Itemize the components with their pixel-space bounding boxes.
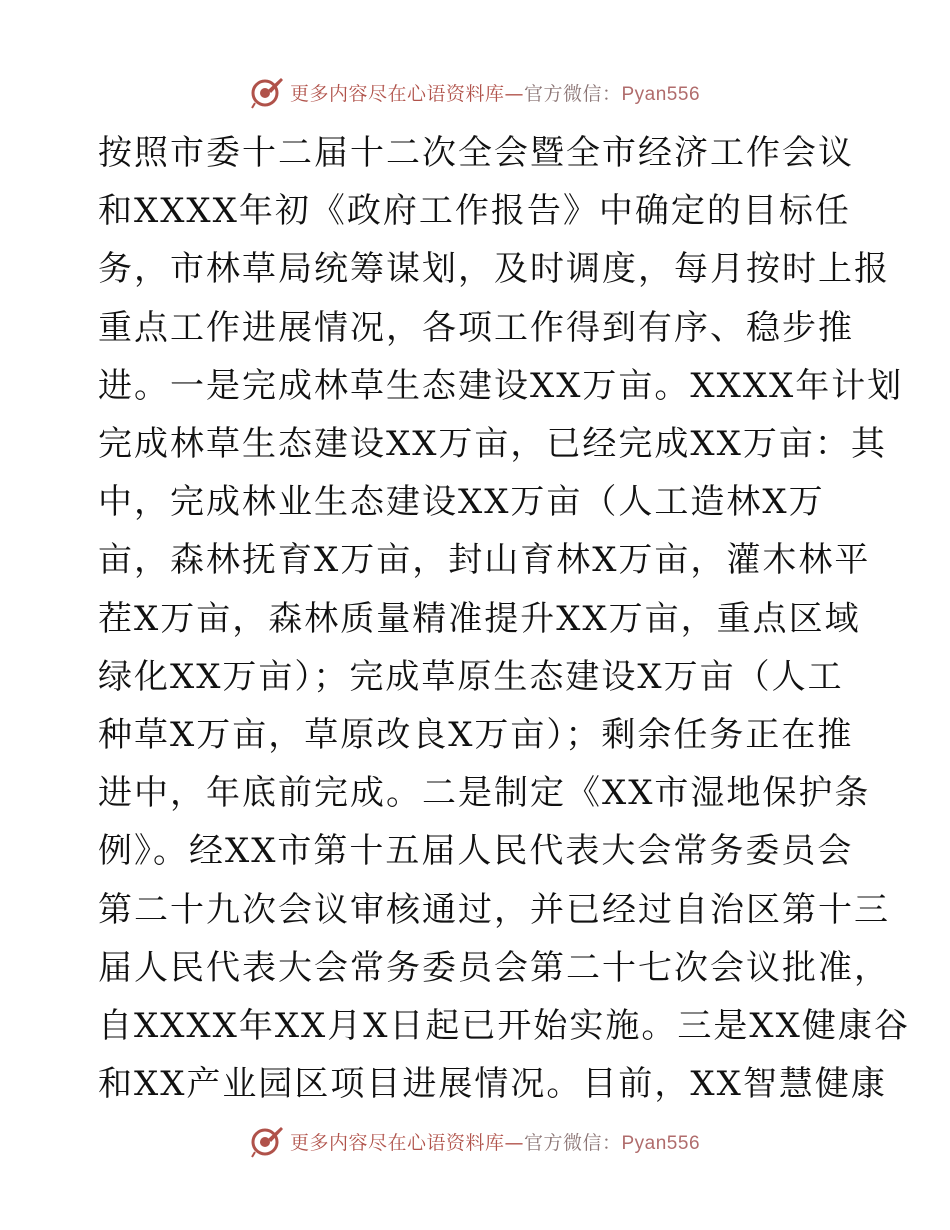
header-watermark (0, 72, 950, 112)
watermark-wechat-id: Pyan556 (621, 83, 701, 105)
paragraph-line: 务，市林草局统筹谋划，及时调度，每月按时上报 (98, 249, 890, 290)
paragraph-line: 种草X万亩，草原改良X万亩）；剩余任务正在推 (98, 715, 854, 756)
paragraph-line: 届人民代表大会常务委员会第二十七次会议批准， (98, 947, 890, 988)
paragraph-line: 茬X万亩，森林质量精准提升XX万亩，重点区域 (98, 598, 861, 639)
paragraph-line: 绿化XX万亩）；完成草原生态建设X万亩（人工 (98, 656, 844, 697)
watermark-text (290, 1128, 700, 1155)
paragraph-line: 进中，年底前完成。二是制定《XX市湿地保护条 (98, 773, 871, 814)
watermark-wechat-label: 官方微信： (523, 1131, 622, 1154)
watermark-separator: — (504, 1131, 524, 1154)
paragraph-line: 和XXXX年初《政府工作报告》中确定的目标任 (98, 191, 851, 232)
paragraph-line: 完成林草生态建设XX万亩，已经完成XX万亩：其 (98, 424, 887, 465)
paragraph-line: 自XXXX年XX月X日起已开始实施。三是XX健康谷 (98, 1006, 910, 1047)
watermark-brand: 更多内容尽在心语资料库 (289, 1131, 505, 1154)
footer-watermark (0, 1121, 950, 1161)
quill-seal-icon (250, 75, 284, 109)
watermark-group (250, 75, 700, 109)
paragraph-line: 第二十九次会议审核通过，并已经过自治区第十三 (98, 889, 890, 930)
paragraph-line: 进。一是完成林草生态建设XX万亩。XXXX年计划 (98, 365, 904, 406)
watermark-separator: — (504, 82, 524, 105)
document-paragraph (98, 124, 910, 1113)
quill-seal-icon (250, 1124, 284, 1158)
paragraph-line: 按照市委十二届十二次全会暨全市经济工作会议 (98, 133, 854, 173)
watermark-group (250, 1124, 700, 1158)
paragraph-line: 亩，森林抚育X万亩，封山育林X万亩，灌木林平 (98, 540, 871, 581)
watermark-brand: 更多内容尽在心语资料库 (289, 82, 505, 105)
watermark-wechat-id: Pyan556 (621, 1132, 701, 1154)
paragraph-line: 和XX产业园区项目进展情况。目前，XX智慧健康 (98, 1064, 887, 1105)
paragraph-line: 例》。经XX市第十五届人民代表大会常务委员会 (98, 831, 854, 872)
paragraph-line: 中，完成林业生态建设XX万亩（人工造林X万 (98, 482, 825, 523)
watermark-text (290, 79, 700, 106)
watermark-wechat-label: 官方微信： (523, 82, 622, 105)
paragraph-line: 重点工作进展情况，各项工作得到有序、稳步推 (98, 307, 854, 348)
